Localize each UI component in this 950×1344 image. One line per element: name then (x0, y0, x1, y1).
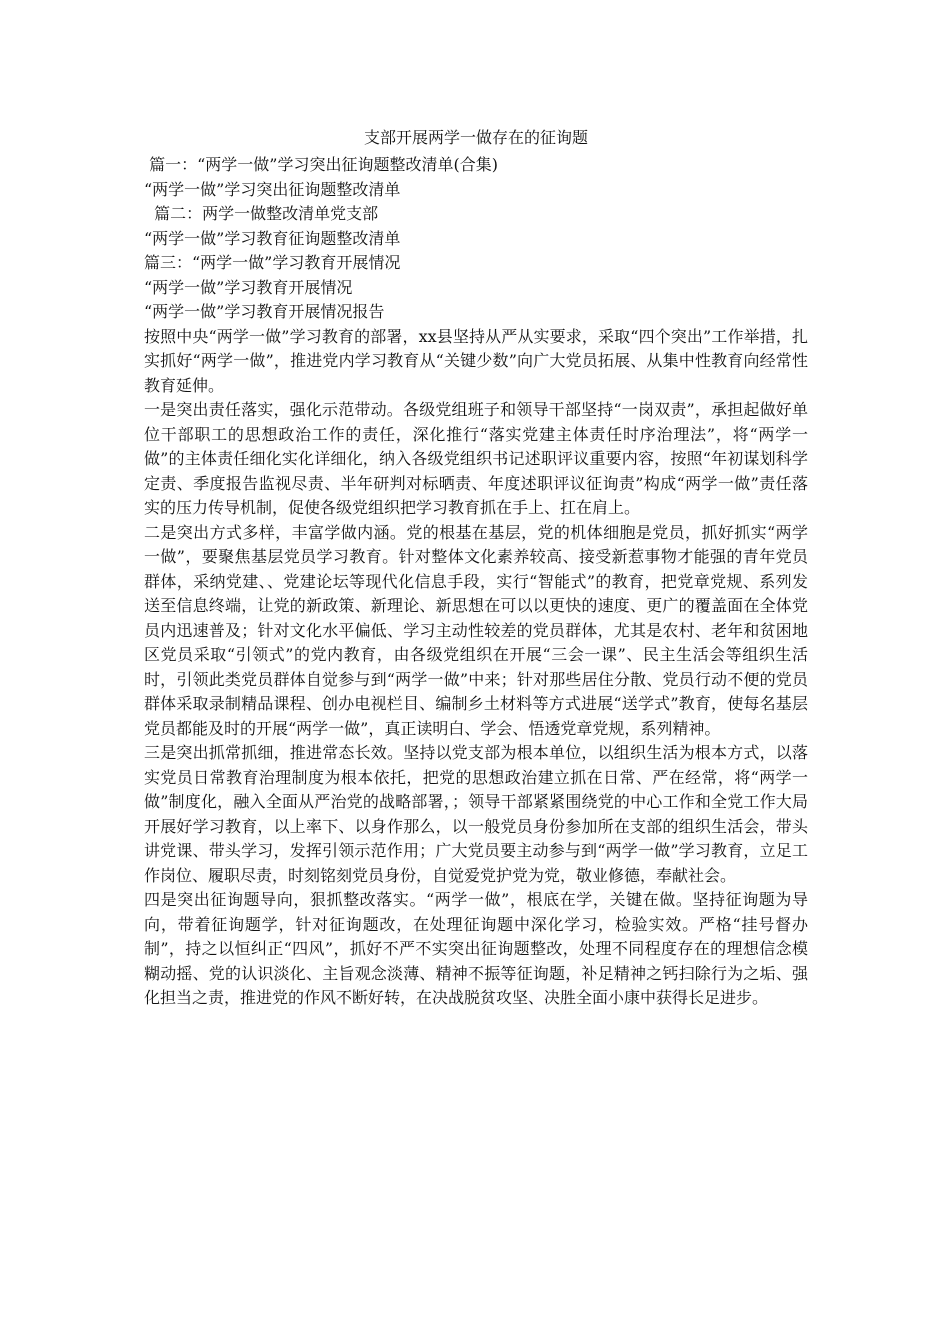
header-line: 篇三：“两学一做”学习教育开展情况 (144, 253, 401, 272)
document-title: 支部开展两学一做存在的征询题 (363, 128, 588, 147)
header-line: “两学一做”学习教育开展情况报告 (144, 302, 385, 321)
header-line: 篇一：“两学一做”学习突出征询题整改清单(合集) (144, 155, 498, 174)
body-paragraph: 三是突出抓常抓细，推进常态长效。坚持以党支部为根本单位，以组织生活为根本方式，以落实党员日常教育治理制度为根本依托，把党的思想政治建立抓在日常、严在经常，将“两学一做”制度化，融入全面从严治党的战略部署，；领导干部紧紧围绕党的中心工作和全党工作大局开展好学习教育，以上率下、以身作那么，以一般党员身份参加所在支部的组织生活会，带头讲党课、带头学习，发挥引领示范作用；广大党员要主动参与到“两学一做”学习教育，立足工作岗位、履职尽责，时刻铭刻党员身份，自觉爱党护党为党，敬业修德，奉献社会。 (144, 743, 808, 885)
header-line: 篇二：两学一做整改清单党支部 (144, 204, 379, 223)
header-line: “两学一做”学习教育开展情况 (144, 277, 353, 297)
body-paragraph: 一是突出责任落实，强化示范带动。各级党组班子和领导干部坚持“一岗双责”，承担起做好单位干部职工的思想政治工作的责任，深化推行“落实党建主体责任时序治理法”，将“两学一做”的主体责任细化实化详细化，纳入各级党组织书记述职评议重要内容，按照“年初谋划科学定责、季度报告监视尽责、半年研判对标晒责、年度述职评议征询责”构成“两学一做”责任落实的压力传导机制，促使各级党组织把学习教育抓在手上、扛在肩上。 (144, 400, 808, 517)
body-paragraph: 二是突出方式多样，丰富学做内涵。党的根基在基层，党的机体细胞是党员，抓好抓实“两学一做”，要聚焦基层党员学习教育。针对整体文化素养较高、接受新惹事物才能强的青年党员群体，采纳党建、、党建论坛等现代化信息手段，实行“智能式”的教育，把党章党规、系列发送至信息终端，让党的新政策、新理论、新思想在可以以更快的速度、更广的覆盖面在全体党员内迅速普及；针对文化水平偏低、学习主动性较差的党员群体，尤其是农村、老年和贫困地区党员采取“引领式”的党内教育，由各级党组织在开展“三会一课”、民主生活会等组织生活时，引领此类党员群体自觉参与到“两学一做”中来；针对那些居住分散、党员行动不便的党员群体采取录制精品课程、创办电视栏目、编制乡土材料等方式进展“送学式”教育，使每名基层党员都能及时的开展“两学一做”，真正读明白、学会、悟透党章党规，系列精神。 (144, 522, 808, 738)
header-line: “两学一做”学习教育征询题整改清单 (144, 228, 401, 248)
header-line: “两学一做”学习突出征询题整改清单 (144, 179, 401, 199)
body-paragraph: 按照中央“两学一做”学习教育的部署，xx县坚持从严从实要求，采取“四个突出”工作举措，扎实抓好“两学一做”，推进党内学习教育从“关键少数”向广大党员拓展、从集中性教育向经常性教育延伸。 (144, 326, 808, 395)
body-paragraph: 四是突出征询题导向，狠抓整改落实。“两学一做”，根底在学，关键在做。坚持征询题为导向，带着征询题学，针对征询题改，在处理征询题中深化学习，检验实效。严格“挂号督办制”，持之以恒纠正“四风”，抓好不严不实突出征询题整改，处理不同程度存在的理想信念模糊动摇、党的认识淡化、主旨观念淡薄、精神不振等征询题，补足精神之钙扫除行为之垢、强化担当之责，推进党的作风不断好转，在决战脱贫攻坚、决胜全面小康中获得长足进步。 (144, 890, 808, 1007)
document-page (144, 126, 808, 1011)
